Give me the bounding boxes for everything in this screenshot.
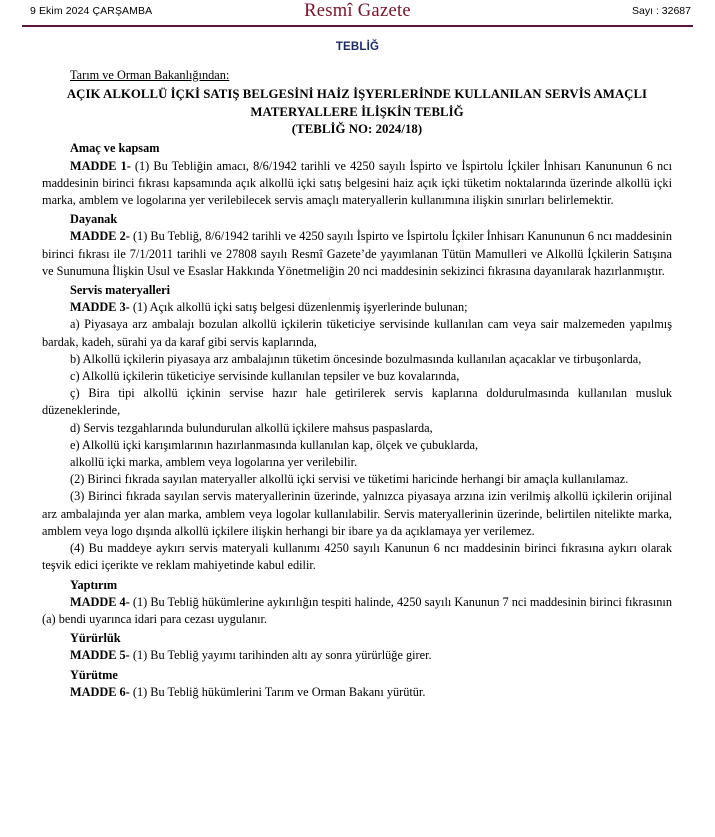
- issuing-authority: [70, 67, 672, 84]
- article-paragraph: [42, 437, 672, 454]
- paragraph-text: (3) Birinci fıkrada sayılan servis materyallerinin üzerinde, yalnızca piyasaya arzına izin verilmiş alkollü içkilerin orijinal arz ambalajında yer alan marka, amblem veya logolar kullanılabilir. Servis materyallerinin üzerinde, belirtilen nitelikte marka, amblem veya logo dışında alkollü içkilere ilişkin herhangi bir ibare ya da açıklamaya yer verilemez.: [42, 489, 672, 538]
- article-paragraph: [42, 488, 672, 540]
- article-paragraph: [42, 647, 672, 664]
- article-paragraph: [42, 228, 672, 280]
- paragraph-text: (4) Bu maddeye aykırı servis materyali kullanımı 4250 sayılı Kanunun 6 ncı maddesinin birinci fıkrasına aykırı olarak teşvik edici içerikte ve reklam mahiyetinde kabul edilir.: [42, 541, 672, 573]
- paragraph-text: (1) Bu Tebliğin amacı, 8/6/1942 tarihli ve 4250 sayılı İspirto ve İspirtolu İçkiler İnhisarı Kanununun 6 ncı maddesinin birinci fıkrası kapsamında açık alkollü içki satış belgesini haiz açık içki tüketim noktalarında üzerinde alkollü içki marka, amblem ve logolarına yer verilebilecek servis amaçlı materyallerin kullanımına ilişkin sınırları belirlemektir.: [42, 158, 672, 208]
- paragraph-text: (1) Bu Tebliğ, 8/6/1942 tarihli ve 4250 sayılı İspirto ve İspirtolu İçkiler İnhisarı Kanununun 6 ncı maddesinin birinci fıkrası ile 7/1/2011 tarihli ve 27808 sayılı Resmî Gazete’de yayımlanan Tütün Mamulleri ve Alkollü İçkilerin Satışına ve Sunumuna İlişkin Usul ve Esaslar Hakkında Yönetmeliğin 20 nci maddesinin sekizinci fıkrasına dayanılarak hazırlanmıştır.: [42, 229, 672, 278]
- paragraph-text: e) Alkollü içki karışımlarının hazırlanmasında kullanılan kap, ölçek ve çubuklarda,: [70, 437, 479, 452]
- section-heading: Yürürlük: [70, 631, 121, 646]
- document-body: [42, 67, 672, 701]
- paragraph-text: (2) Birinci fıkrada sayılan materyaller alkollü içki servisi ve tüketimi haricinde herhangi bir amaçla kullanılamaz.: [70, 472, 629, 487]
- paragraph-text: c) Alkollü içkilerin tüketiciye servisinde kullanılan tepsiler ve buz kovalarında,: [70, 369, 460, 384]
- paragraph-text: b) Alkollü içkilerin piyasaya arz ambalajının tüketim öncesinde bozulmasında kullanılan açacaklar ve tirbuşonlarda,: [70, 351, 642, 366]
- article-paragraph: [42, 368, 672, 385]
- article-paragraph: [42, 351, 672, 368]
- masthead-divider: [22, 25, 693, 27]
- article-number: MADDE 6-: [70, 684, 130, 699]
- paragraph-text: ç) Bira tipi alkollü içkinin servise hazır hale getirilerek servis kaplarına doldurulmasında kullanılan musluk düzeneklerinde,: [42, 386, 672, 418]
- section-heading: Amaç ve kapsam: [70, 141, 160, 156]
- section-heading: Yürütme: [70, 667, 118, 682]
- paragraph-text: (1) Bu Tebliğ hükümlerine aykırılığın tespiti halinde, 4250 sayılı Kanunun 7 nci maddesinin birinci fıkrasının (a) bendi uyarınca idari para cezası uygulanır.: [42, 594, 672, 626]
- section-heading: Servis materyalleri: [70, 283, 171, 298]
- article-paragraph: [42, 385, 672, 419]
- article-number: MADDE 5-: [70, 648, 130, 663]
- article-number: MADDE 4-: [70, 594, 130, 609]
- document-title: [42, 86, 672, 138]
- section-heading: Dayanak: [70, 212, 118, 227]
- article-paragraph: [42, 299, 672, 316]
- gazette-masthead-title: Resmî Gazete: [304, 1, 411, 21]
- paragraph-text: (1) Bu Tebliğ hükümlerini Tarım ve Orman Bakanı yürütür.: [129, 684, 426, 699]
- article-paragraph: [42, 158, 672, 210]
- sections-container: [42, 140, 672, 701]
- section-heading: Yaptırım: [70, 577, 118, 592]
- document-title-line-2: MATERYALLERE İLİŞKİN TEBLİĞ: [250, 104, 464, 119]
- article-paragraph: [42, 420, 672, 437]
- article-number: MADDE 1-: [70, 158, 131, 173]
- masthead: [22, 0, 693, 30]
- publication-date: 9 Ekim 2024 ÇARŞAMBA: [30, 5, 153, 17]
- paragraph-text: (1) Bu Tebliğ yayımı tarihinden altı ay sonra yürürlüğe girer.: [129, 648, 432, 663]
- paragraph-text: (1) Açık alkollü içki satış belgesi düzenlenmiş işyerlerinde bulunan;: [129, 300, 468, 315]
- paragraph-text: d) Servis tezgahlarında bulundurulan alkollü içkilere mahsus paspaslarda,: [70, 420, 433, 435]
- article-number: MADDE 2-: [70, 229, 130, 244]
- issuing-authority-text: Tarım ve Orman Bakanlığından:: [70, 68, 230, 82]
- article-paragraph: [42, 316, 672, 350]
- article-number: MADDE 3-: [70, 300, 130, 315]
- article-paragraph: [42, 540, 672, 574]
- article-paragraph: [42, 471, 672, 488]
- document-title-line-1: AÇIK ALKOLLÜ İÇKİ SATIŞ BELGESİNİ HAİZ İŞYERLERİNDE KULLANILAN SERVİS AMAÇLI: [66, 87, 648, 102]
- document-title-line-3: (TEBLİĞ NO: 2024/18): [291, 122, 423, 137]
- article-paragraph: [42, 594, 672, 628]
- paragraph-text: a) Piyasaya arz ambalajı bozulan alkollü içkilerin tüketiciye servisinde kullanılan cam veya sair malzemeden yapılmış bardak, kadeh, sürahi ya da karaf gibi servis kaplarında,: [42, 317, 672, 349]
- paragraph-text: alkollü içki marka, amblem veya logolarına yer verilebilir.: [70, 455, 358, 470]
- issue-number: Sayı : 32687: [632, 5, 691, 17]
- section-kicker: TEBLİĞ: [335, 41, 380, 53]
- article-paragraph: [42, 684, 672, 701]
- article-paragraph: [42, 454, 672, 471]
